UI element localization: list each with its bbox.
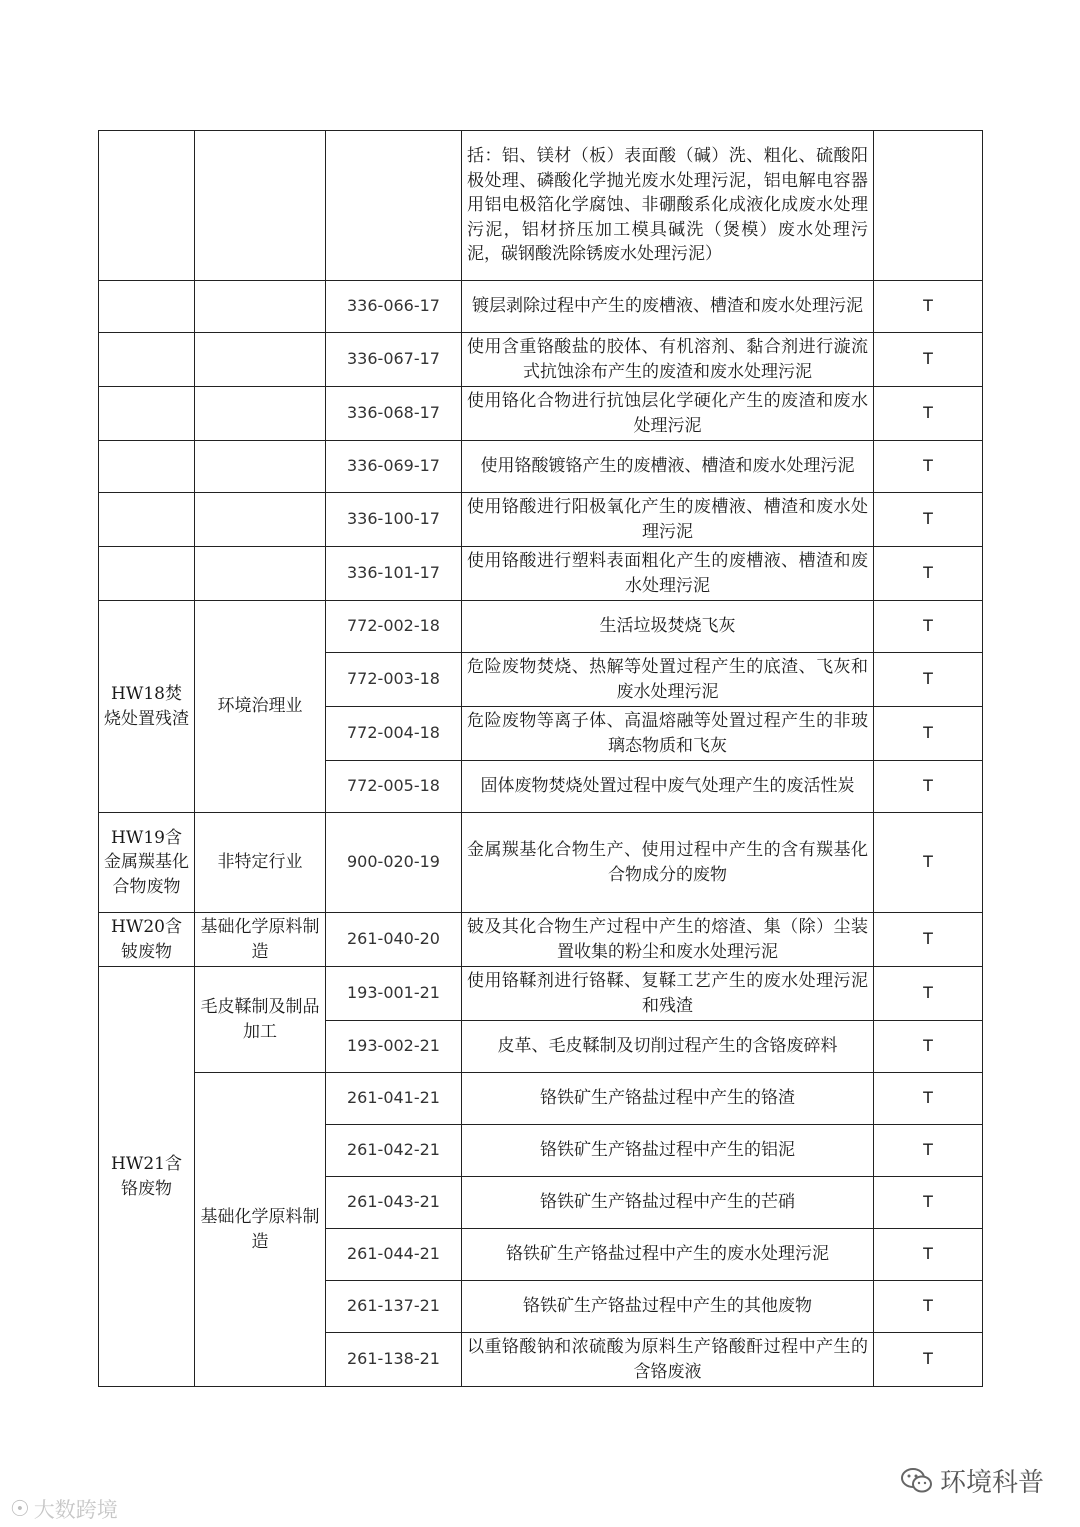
hazard-characteristic-empty [874, 131, 983, 281]
industry-cell-empty [195, 333, 326, 387]
waste-description: 固体废物焚烧处置过程中废气处理产生的废活性炭 [462, 761, 874, 813]
table-row [99, 967, 983, 1021]
category-cell-empty [99, 441, 195, 493]
hazard-characteristic: T [874, 1177, 983, 1229]
hazard-characteristic: T [874, 1333, 983, 1387]
waste-description: 使用铬酸进行塑料表面粗化产生的废槽液、槽渣和废水处理污泥 [462, 547, 874, 601]
watermark-left-text: 大数跨境 [33, 1498, 118, 1522]
category-cell-empty [99, 387, 195, 441]
industry-source: 基础化学原料制造 [195, 913, 326, 967]
table-row [99, 547, 983, 601]
waste-code: 261-044-21 [326, 1229, 462, 1281]
hazard-characteristic: T [874, 813, 983, 913]
table-row [99, 913, 983, 967]
hazard-characteristic: T [874, 761, 983, 813]
waste-description: 使用含重铬酸盐的胶体、有机溶剂、黏合剂进行漩流式抗蚀涂布产生的废渣和废水处理污泥 [462, 333, 874, 387]
hazard-characteristic: T [874, 913, 983, 967]
waste-code: 772-004-18 [326, 707, 462, 761]
hazard-characteristic: T [874, 547, 983, 601]
waste-code: 261-043-21 [326, 1177, 462, 1229]
watermark-logo-icon: ☉ [10, 1496, 30, 1522]
waste-code-cell-empty [326, 131, 462, 281]
waste-description: 铬铁矿生产铬盐过程中产生的废水处理污泥 [462, 1229, 874, 1281]
waste-code: 900-020-19 [326, 813, 462, 913]
waste-description: 生活垃圾焚烧飞灰 [462, 601, 874, 653]
hazard-characteristic: T [874, 967, 983, 1021]
waste-description: 铬铁矿生产铬盐过程中产生的铬渣 [462, 1073, 874, 1125]
waste-description: 铬铁矿生产铬盐过程中产生的其他废物 [462, 1281, 874, 1333]
waste-category: HW20含铍废物 [99, 913, 195, 967]
waste-code: 336-066-17 [326, 281, 462, 333]
category-cell-empty [99, 281, 195, 333]
industry-cell-empty [195, 131, 326, 281]
industry-cell-empty [195, 493, 326, 547]
waste-code: 772-002-18 [326, 601, 462, 653]
waste-code: 261-042-21 [326, 1125, 462, 1177]
waste-description: 使用铬鞣剂进行铬鞣、复鞣工艺产生的废水处理污泥和残渣 [462, 967, 874, 1021]
hazard-characteristic: T [874, 387, 983, 441]
hazard-characteristic: T [874, 493, 983, 547]
waste-category: HW21含铬废物 [99, 967, 195, 1387]
industry-source: 环境治理业 [195, 601, 326, 813]
waste-description: 镀层剥除过程中产生的废槽液、槽渣和废水处理污泥 [462, 281, 874, 333]
waste-description: 铬铁矿生产铬盐过程中产生的芒硝 [462, 1177, 874, 1229]
table-row [99, 493, 983, 547]
waste-code: 336-067-17 [326, 333, 462, 387]
waste-description: 危险废物等离子体、高温熔融等处置过程产生的非玻璃态物质和飞灰 [462, 707, 874, 761]
watermark-right [900, 1462, 1044, 1499]
category-cell-empty [99, 547, 195, 601]
hazard-characteristic: T [874, 441, 983, 493]
waste-code: 772-003-18 [326, 653, 462, 707]
waste-code: 772-005-18 [326, 761, 462, 813]
waste-code: 193-002-21 [326, 1021, 462, 1073]
industry-cell-empty [195, 281, 326, 333]
waste-code: 261-040-20 [326, 913, 462, 967]
wechat-icon [900, 1466, 934, 1496]
hazard-characteristic: T [874, 333, 983, 387]
industry-cell-empty [195, 387, 326, 441]
table-row [99, 601, 983, 653]
hazard-characteristic: T [874, 1229, 983, 1281]
industry-source: 基础化学原料制造 [195, 1073, 326, 1387]
industry-source: 毛皮鞣制及制品加工 [195, 967, 326, 1073]
category-cell-empty [99, 131, 195, 281]
waste-description: 使用铬化合物进行抗蚀层化学硬化产生的废渣和废水处理污泥 [462, 387, 874, 441]
table-row [99, 441, 983, 493]
hazardous-waste-table [98, 130, 983, 1387]
hazard-characteristic: T [874, 707, 983, 761]
hazard-characteristic: T [874, 601, 983, 653]
waste-code: 336-069-17 [326, 441, 462, 493]
waste-description: 使用铬酸进行阳极氧化产生的废槽液、槽渣和废水处理污泥 [462, 493, 874, 547]
watermark-right-text: 环境科普 [940, 1468, 1045, 1498]
waste-code: 261-041-21 [326, 1073, 462, 1125]
waste-description: 皮革、毛皮鞣制及切削过程产生的含铬废碎料 [462, 1021, 874, 1073]
hazard-characteristic: T [874, 281, 983, 333]
industry-cell-empty [195, 547, 326, 601]
waste-description: 以重铬酸钠和浓硫酸为原料生产铬酸酐过程中产生的含铬废液 [462, 1333, 874, 1387]
waste-description: 铬铁矿生产铬盐过程中产生的铝泥 [462, 1125, 874, 1177]
waste-code: 193-001-21 [326, 967, 462, 1021]
table-row [99, 387, 983, 441]
hazard-characteristic: T [874, 1281, 983, 1333]
category-cell-empty [99, 333, 195, 387]
table-row [99, 333, 983, 387]
category-cell-empty [99, 493, 195, 547]
waste-category: HW19含金属羰基化合物废物 [99, 813, 195, 913]
waste-code: 261-137-21 [326, 1281, 462, 1333]
waste-description: 铍及其化合物生产过程中产生的熔渣、集（除）尘装置收集的粉尘和废水处理污泥 [462, 913, 874, 967]
table-row [99, 813, 983, 913]
waste-category: HW18焚烧处置残渣 [99, 601, 195, 813]
hazard-characteristic: T [874, 1021, 983, 1073]
hazard-characteristic: T [874, 1125, 983, 1177]
waste-code: 336-068-17 [326, 387, 462, 441]
waste-description: 括：铝、镁材（板）表面酸（碱）洗、粗化、硫酸阳极处理、磷酸化学抛光废水处理污泥，铝电解电容器用铝电极箔化学腐蚀、非硼酸系化成液化成废水处理污泥，铝材挤压加工模具碱洗（煲模）废水处理污泥，碳钢酸洗除锈废水处理污泥） [462, 131, 874, 281]
industry-cell-empty [195, 441, 326, 493]
waste-code: 336-100-17 [326, 493, 462, 547]
table-row [99, 281, 983, 333]
hazard-characteristic: T [874, 1073, 983, 1125]
watermark-left [10, 1494, 118, 1524]
waste-description: 危险废物焚烧、热解等处置过程产生的底渣、飞灰和废水处理污泥 [462, 653, 874, 707]
waste-code: 336-101-17 [326, 547, 462, 601]
table-row [99, 1073, 983, 1125]
table-row [99, 131, 983, 281]
hazard-characteristic: T [874, 653, 983, 707]
waste-description: 金属羰基化合物生产、使用过程中产生的含有羰基化合物成分的废物 [462, 813, 874, 913]
waste-description: 使用铬酸镀铬产生的废槽液、槽渣和废水处理污泥 [462, 441, 874, 493]
waste-code: 261-138-21 [326, 1333, 462, 1387]
industry-source: 非特定行业 [195, 813, 326, 913]
